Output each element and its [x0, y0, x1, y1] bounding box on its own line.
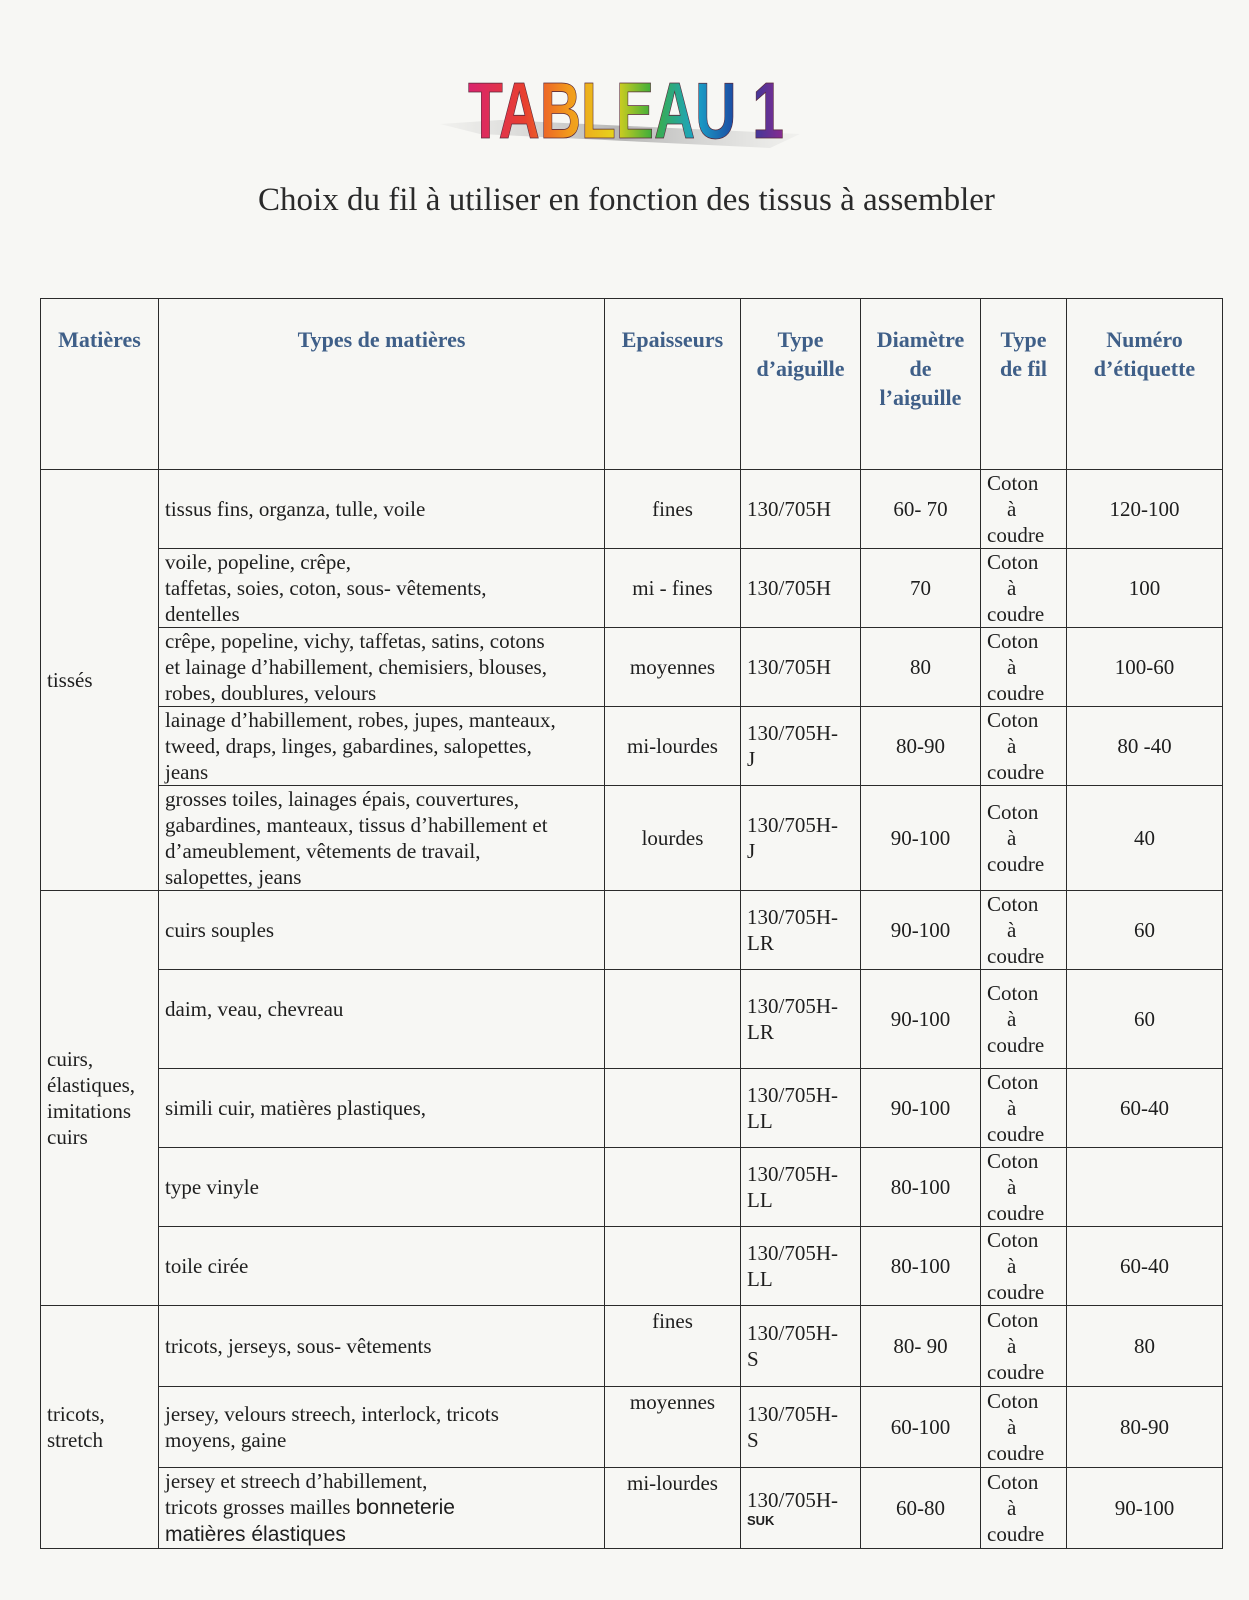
needle-line: 130/705H-	[747, 1241, 838, 1265]
category-cell	[41, 891, 159, 1306]
thread-line: Coton	[987, 550, 1039, 574]
category-line: cuirs	[47, 1125, 88, 1149]
needle-cell	[741, 1148, 861, 1227]
types-cell	[159, 707, 605, 786]
thickness-cell: lourdes	[605, 786, 741, 891]
table-row	[41, 786, 1223, 891]
thread-cell	[981, 1306, 1067, 1387]
header-line: Diamètre	[876, 327, 965, 352]
types-line: crêpe, popeline, vichy, taffetas, satins, cotons	[165, 629, 545, 653]
types-line: bonneterie	[355, 1496, 455, 1519]
thread-line: Coton	[987, 471, 1039, 495]
table-row	[41, 1387, 1223, 1468]
thread-cell	[981, 786, 1067, 891]
needle-line: 130/705H-	[747, 813, 838, 837]
thread-line: coudre	[987, 1033, 1045, 1057]
thread-cell	[981, 970, 1067, 1069]
thread-cell	[981, 628, 1067, 707]
needle-line: LR	[747, 1020, 774, 1044]
needle-line: 130/705H-	[747, 1162, 838, 1186]
needle-line: LL	[747, 1267, 773, 1291]
thread-line: à	[1007, 655, 1017, 679]
diameter-cell: 60-80	[861, 1468, 981, 1549]
thickness-cell: fines	[605, 1306, 741, 1387]
needle-line: J	[747, 747, 756, 771]
table-row	[41, 1227, 1223, 1306]
thickness-cell: fines	[605, 470, 741, 549]
diameter-cell: 80-90	[861, 707, 981, 786]
thread-line: à	[1007, 826, 1017, 850]
thread-line: coudre	[987, 1522, 1045, 1546]
types-line: type vinyle	[165, 1175, 259, 1199]
table-row	[41, 470, 1223, 549]
thread-cell	[981, 1468, 1067, 1549]
label-number-cell: 80 -40	[1067, 707, 1223, 786]
needle-line: SUK	[747, 1513, 775, 1528]
types-cell	[159, 1148, 605, 1227]
label-number-cell: 120-100	[1067, 470, 1223, 549]
thread-line: Coton	[987, 1070, 1039, 1094]
thread-line: Coton	[987, 1228, 1039, 1252]
header-diametre	[861, 299, 981, 470]
types-line: cuirs souples	[165, 918, 275, 942]
thread-choice-table	[40, 298, 1223, 1549]
category-line: stretch	[47, 1428, 103, 1452]
thread-line: coudre	[987, 1122, 1045, 1146]
thread-line: coudre	[987, 1280, 1045, 1304]
needle-cell	[741, 1387, 861, 1468]
needle-line: 130/705H-	[747, 1488, 838, 1512]
types-line: dentelles	[165, 602, 240, 626]
types-line: taffetas, soies, coton, sous- vêtements,	[165, 576, 487, 600]
thread-line: à	[1007, 1334, 1017, 1358]
thread-line: à	[1007, 1496, 1017, 1520]
thread-line: coudre	[987, 944, 1045, 968]
table-row	[41, 970, 1223, 1069]
thickness-cell: moyennes	[605, 1387, 741, 1468]
category-line: imitations	[47, 1099, 131, 1123]
header-line: Type	[777, 327, 824, 352]
thread-line: à	[1007, 1007, 1017, 1031]
header-line: d’aiguille	[756, 356, 845, 381]
thread-line: coudre	[987, 1441, 1045, 1465]
label-number-cell: 40	[1067, 786, 1223, 891]
header-line: d’étiquette	[1093, 356, 1196, 381]
table-row	[41, 1148, 1223, 1227]
label-number-cell: 60	[1067, 891, 1223, 970]
types-line: jersey et streech d’habillement,	[165, 1469, 428, 1493]
label-number-cell: 80-90	[1067, 1387, 1223, 1468]
types-cell	[159, 1468, 605, 1549]
diameter-cell: 90-100	[861, 786, 981, 891]
subtitle: Choix du fil à utiliser en fonction des tissus à assembler	[258, 182, 995, 218]
category-line: tricots,	[47, 1402, 105, 1426]
thread-cell	[981, 1227, 1067, 1306]
needle-cell	[741, 1069, 861, 1148]
types-cell	[159, 1387, 605, 1468]
thread-line: à	[1007, 1175, 1017, 1199]
category-line: élastiques,	[47, 1073, 136, 1097]
types-line: daim, veau, chevreau	[165, 997, 344, 1021]
thread-line: coudre	[987, 681, 1045, 705]
label-number-cell: 90-100	[1067, 1468, 1223, 1549]
needle-line: 130/705H-	[747, 1402, 838, 1426]
types-cell	[159, 786, 605, 891]
needle-line: 130/705H	[747, 655, 831, 679]
thread-line: à	[1007, 497, 1017, 521]
thread-cell	[981, 707, 1067, 786]
thread-line: Coton	[987, 892, 1039, 916]
thread-line: coudre	[987, 523, 1045, 547]
needle-line: S	[747, 1428, 759, 1452]
title-text: TABLEAU 1	[468, 66, 784, 155]
thickness-cell	[605, 1069, 741, 1148]
types-line: jersey, velours streech, interlock, tricots	[165, 1402, 499, 1426]
category-cell	[41, 470, 159, 891]
label-number-cell: 60-40	[1067, 1227, 1223, 1306]
types-line: salopettes, jeans	[165, 865, 302, 889]
types-line: tissus fins, organza, tulle, voile	[165, 497, 426, 521]
types-cell	[159, 549, 605, 628]
thickness-cell: mi-lourdes	[605, 707, 741, 786]
thread-cell	[981, 470, 1067, 549]
category-cell	[41, 1306, 159, 1549]
types-line: simili cuir, matières plastiques,	[165, 1096, 427, 1120]
needle-line: 130/705H-	[747, 1321, 838, 1345]
types-line: tricots grosses mailles	[165, 1495, 351, 1519]
header-type-fil	[981, 299, 1067, 470]
header-line: de fil	[999, 356, 1048, 381]
types-cell	[159, 1069, 605, 1148]
thickness-cell	[605, 970, 741, 1069]
needle-line: 130/705H-	[747, 994, 838, 1018]
thread-line: Coton	[987, 629, 1039, 653]
types-cell	[159, 628, 605, 707]
diameter-cell: 60- 70	[861, 470, 981, 549]
types-cell	[159, 1306, 605, 1387]
types-line: tricots, jerseys, sous- vêtements	[165, 1334, 432, 1358]
thread-line: Coton	[987, 708, 1039, 732]
diameter-cell: 90-100	[861, 970, 981, 1069]
needle-cell	[741, 786, 861, 891]
types-line: matières élastiques	[165, 1523, 346, 1546]
needle-cell	[741, 891, 861, 970]
thread-line: à	[1007, 1096, 1017, 1120]
thread-line: coudre	[987, 602, 1045, 626]
types-line: moyens, gaine	[165, 1428, 287, 1452]
header-numero	[1067, 299, 1223, 470]
thickness-cell: mi-lourdes	[605, 1468, 741, 1549]
thread-line: Coton	[987, 1149, 1039, 1173]
header-line: Type	[1000, 327, 1047, 352]
needle-line: LL	[747, 1109, 773, 1133]
types-line: et lainage d’habillement, chemisiers, blouses,	[165, 655, 547, 679]
types-line: toile cirée	[165, 1254, 249, 1278]
types-cell	[159, 891, 605, 970]
needle-line: LL	[747, 1188, 773, 1212]
thread-line: Coton	[987, 800, 1039, 824]
header-matieres: Matières	[41, 299, 159, 470]
header-line: l’aiguille	[879, 385, 962, 410]
header-epaisseurs: Epaisseurs	[605, 299, 741, 470]
thread-line: à	[1007, 918, 1017, 942]
needle-cell	[741, 1468, 861, 1549]
category-line: cuirs,	[47, 1047, 94, 1071]
needle-cell	[741, 628, 861, 707]
needle-cell	[741, 707, 861, 786]
diameter-cell: 70	[861, 549, 981, 628]
table-row	[41, 707, 1223, 786]
diameter-cell: 80-100	[861, 1227, 981, 1306]
label-number-cell: 100-60	[1067, 628, 1223, 707]
needle-cell	[741, 1306, 861, 1387]
needle-line: LR	[747, 931, 774, 955]
needle-line: 130/705H-	[747, 1083, 838, 1107]
header-line: de	[909, 356, 932, 381]
thread-cell	[981, 1148, 1067, 1227]
types-cell	[159, 970, 605, 1069]
thread-line: à	[1007, 734, 1017, 758]
types-cell	[159, 470, 605, 549]
table-row	[41, 549, 1223, 628]
types-line: jeans	[165, 760, 209, 784]
types-line: tweed, draps, linges, gabardines, salopettes,	[165, 734, 532, 758]
needle-cell	[741, 1227, 861, 1306]
thread-line: Coton	[987, 981, 1039, 1005]
diameter-cell: 80-100	[861, 1148, 981, 1227]
types-line: voile, popeline, crêpe,	[165, 550, 352, 574]
thickness-cell	[605, 1227, 741, 1306]
table-row	[41, 891, 1223, 970]
needle-cell	[741, 549, 861, 628]
types-line: d’ameublement, vêtements de travail,	[165, 839, 481, 863]
thread-line: à	[1007, 576, 1017, 600]
needle-cell	[741, 470, 861, 549]
diameter-cell: 90-100	[861, 891, 981, 970]
types-line: lainage d’habillement, robes, jupes, manteaux,	[165, 708, 556, 732]
thread-cell	[981, 1069, 1067, 1148]
diameter-cell: 80- 90	[861, 1306, 981, 1387]
category-line: tissés	[47, 668, 93, 692]
types-line: robes, doublures, velours	[165, 681, 377, 705]
thread-cell	[981, 891, 1067, 970]
tableau-title-logo	[440, 62, 820, 162]
needle-line: J	[747, 839, 756, 863]
thickness-cell	[605, 891, 741, 970]
header-line: Numéro	[1106, 327, 1183, 352]
thickness-cell: moyennes	[605, 628, 741, 707]
header-types: Types de matières	[159, 299, 605, 470]
label-number-cell: 60	[1067, 970, 1223, 1069]
table-row	[41, 1069, 1223, 1148]
types-cell	[159, 1227, 605, 1306]
header-type-aiguille	[741, 299, 861, 470]
thread-line: coudre	[987, 1360, 1045, 1384]
needle-line: 130/705H-	[747, 721, 838, 745]
thread-cell	[981, 1387, 1067, 1468]
diameter-cell: 90-100	[861, 1069, 981, 1148]
thread-line: coudre	[987, 760, 1045, 784]
thread-cell	[981, 549, 1067, 628]
label-number-cell: 60-40	[1067, 1069, 1223, 1148]
label-number-cell	[1067, 1148, 1223, 1227]
table-header-row	[41, 299, 1223, 470]
types-line: grosses toiles, lainages épais, couvertures,	[165, 787, 519, 811]
thread-line: à	[1007, 1415, 1017, 1439]
thickness-cell	[605, 1148, 741, 1227]
thread-line: Coton	[987, 1389, 1039, 1413]
label-number-cell: 80	[1067, 1306, 1223, 1387]
diameter-cell: 80	[861, 628, 981, 707]
needle-line: S	[747, 1347, 759, 1371]
table-row	[41, 628, 1223, 707]
types-line: gabardines, manteaux, tissus d’habillement et	[165, 813, 548, 837]
thickness-cell: mi - fines	[605, 549, 741, 628]
thread-line: Coton	[987, 1308, 1039, 1332]
label-number-cell: 100	[1067, 549, 1223, 628]
needle-line: 130/705H	[747, 497, 831, 521]
needle-cell	[741, 970, 861, 1069]
thread-line: à	[1007, 1254, 1017, 1278]
table-row	[41, 1468, 1223, 1549]
table-row	[41, 1306, 1223, 1387]
thread-line: coudre	[987, 1201, 1045, 1225]
thread-line: Coton	[987, 1470, 1039, 1494]
diameter-cell: 60-100	[861, 1387, 981, 1468]
needle-line: 130/705H-	[747, 905, 838, 929]
needle-line: 130/705H	[747, 576, 831, 600]
thread-line: coudre	[987, 852, 1045, 876]
